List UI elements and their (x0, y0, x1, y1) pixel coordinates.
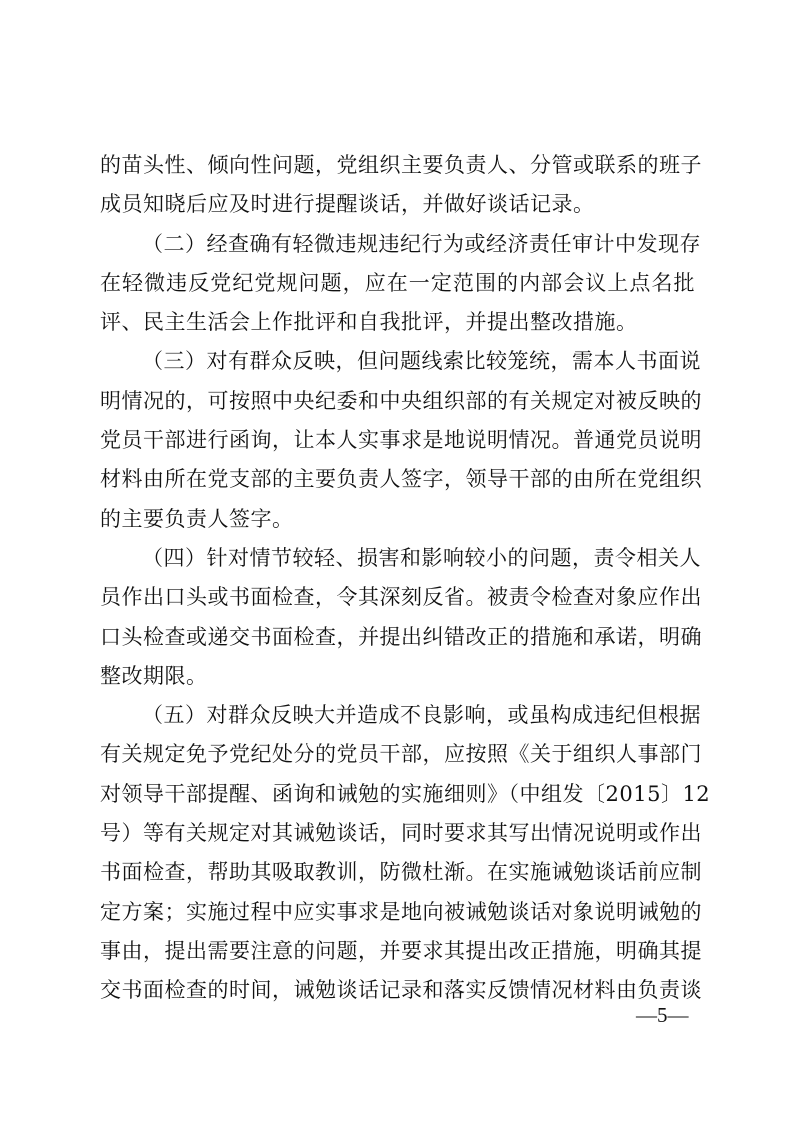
text-line: 的苗头性、倾向性问题，党组织主要负责人、分管或联系的班子 (100, 153, 702, 177)
text-line: 定方案；实施过程中应实事求是地向被诫勉谈话对象说明诫勉的 (100, 899, 702, 924)
text-line: 事由，提出需要注意的问题，并要求其提出改正措施，明确其提 (100, 938, 702, 963)
text-line: 书面检查，帮助其吸取教训，防微杜渐。在实施诫勉谈话前应制 (100, 860, 702, 885)
text-line: 党员干部进行函询，让本人实事求是地说明情况。普通党员说明 (100, 428, 702, 453)
text-line: （四）针对情节较轻、损害和影响较小的问题，责令相关人 (142, 545, 701, 570)
paragraph (100, 539, 702, 696)
text-line: 材料由所在党支部的主要负责人签字，领导干部的由所在党组织 (100, 467, 702, 492)
body-text (100, 146, 711, 1011)
text-line: 有关规定免予党纪处分的党员干部，应按照《关于组织人事部门 (100, 742, 702, 767)
text-line: 交书面检查的时间，诫勉谈话记录和落实反馈情况材料由负责谈 (100, 978, 702, 1003)
text-line: 口头检查或递交书面检查，并提出纠错改正的措施和承诺，明确 (100, 624, 702, 649)
text-line: （五）对群众反映大并造成不良影响，或虽构成违纪但根据 (142, 703, 701, 728)
text-line: 评、民主生活会上作批评和自我批评，并提出整改措施。 (100, 310, 638, 335)
page-number: —5— (636, 1003, 689, 1027)
paragraph (100, 146, 702, 225)
text-line: 的主要负责人签字。 (100, 506, 294, 531)
text-line: 整改期限。 (100, 663, 208, 688)
text-line: 明情况的，可按照中央纪委和中央组织部的有关规定对被反映的 (100, 388, 702, 413)
text-line: 成员知晓后应及时进行提醒谈话，并做好谈话记录。 (100, 192, 595, 217)
paragraph (100, 342, 702, 538)
text-line: 员作出口头或书面检查，令其深刻反省。被责令检查对象应作出 (100, 585, 702, 610)
text-line: 对领导干部提醒、函询和诫勉的实施细则》（中组发〔2015〕12 (100, 781, 711, 806)
text-line: （三）对有群众反映，但问题线索比较笼统，需本人书面说 (142, 349, 701, 374)
paragraph (100, 696, 711, 1010)
text-line: 号）等有关规定对其诫勉谈话，同时要求其写出情况说明或作出 (100, 821, 702, 846)
text-line: （二）经查确有轻微违规违纪行为或经济责任审计中发现存 (142, 231, 701, 256)
paragraph (100, 225, 701, 343)
text-line: 在轻微违反党纪党规问题，应在一定范围的内部会议上点名批 (100, 270, 695, 295)
